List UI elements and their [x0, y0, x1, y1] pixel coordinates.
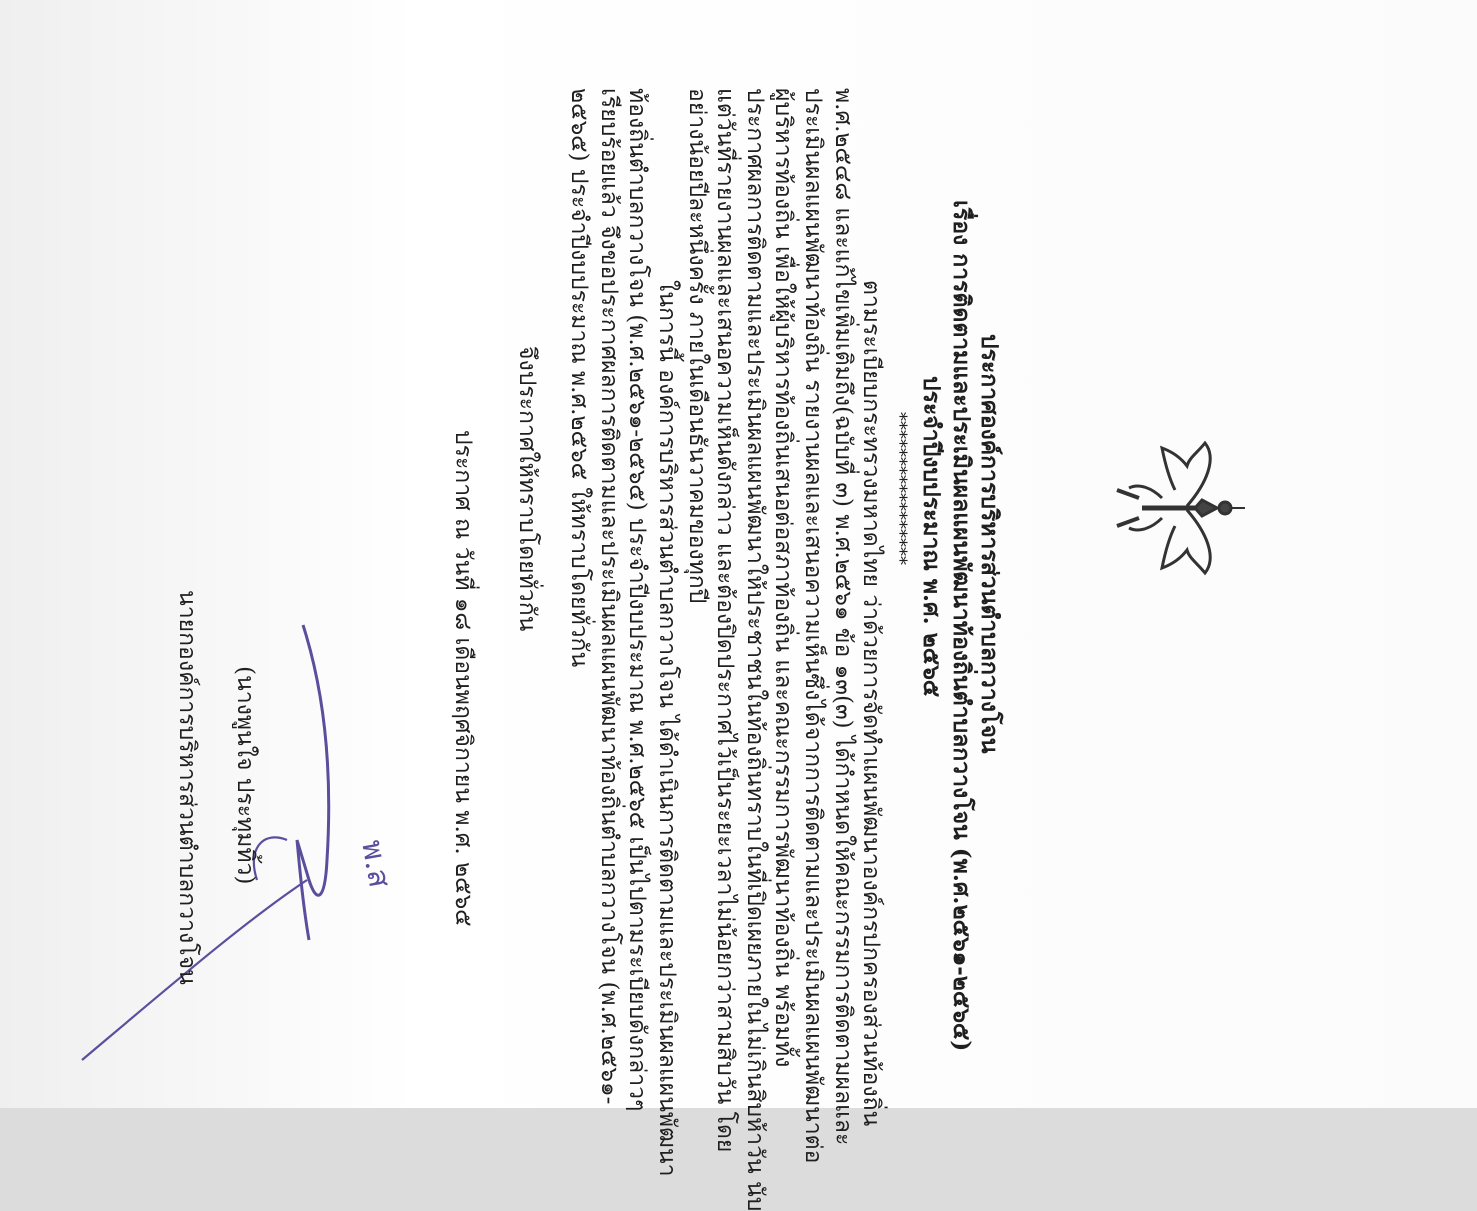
paragraph-1-line: ประกาศผลการติดตามและประเมินผลแผนพัฒนาให้ประชาชนในท้องถิ่นทราบในที่เปิดเผยภายในไม่เกินสิบห้าวัน นับ: [742, 88, 768, 1211]
signature-initials: พ.ส: [354, 837, 397, 891]
heading-line-3: ประจำปีงบประมาณ พ.ศ. ๒๕๖๕: [918, 376, 945, 698]
paragraph-1-line: แต่วันที่รายงานผลและเสนอความเห็นดังกล่าว และต้องปิดประกาศไว้เป็นระยะเวลาไม่น้อยกว่าสามสิบวัน โดย: [712, 88, 738, 1153]
paragraph-1-line: ตามระเบียบกระทรวงมหาดไทย ว่าด้วยการจัดทำแผนพัฒนาองค์กรปกครองส่วนท้องถิ่น: [858, 280, 884, 1127]
paragraph-2-line: ๒๕๖๕) ประจำปีงบประมาณ พ.ศ.๒๕๖๕ ให้ทราบโดยทั่วกัน: [566, 88, 592, 668]
date-line: ประกาศ ณ วันที่ ๑๘ เดือนพฤศจิกายน พ.ศ. ๒๕๖๕: [450, 430, 476, 927]
heading-stars: *****************: [889, 412, 910, 565]
paragraph-1-line: อย่างน้อยปีละหนึ่งครั้ง ภายในเดือนธันวาคมของทุกปี: [684, 88, 710, 604]
paragraph-1-line: พ.ศ.๒๕๔๘ และแก้ไขเพิ่มเติมถึง(ฉบับที่ ๓) พ.ศ.๒๕๖๑ ข้อ ๑๓(๓) ได้กำหนดให้คณะกรรมการติดตามผลและ: [830, 88, 856, 1146]
signatory-name: (นางพูนใจ ประทุมทิ้ว): [232, 666, 258, 885]
signature-stroke-main: [297, 625, 329, 940]
garuda-emblem-icon: [1097, 428, 1257, 588]
paragraph-1-line: ประเมินผลแผนพัฒนาท้องถิ่น รายงานผลและเสนอความเห็นซึ่งได้จากการติดตามและประเมินผลแผนพัฒนาต่อ: [800, 88, 826, 1164]
paragraph-2-line: ในการนี้ องค์การบริหารส่วนตำบลกวางโจน ได้ดำเนินการติดตามและประเมินผลแผนพัฒนา: [654, 280, 680, 1177]
paragraph-1-line: ผู้บริหารท้องถิ่น เพื่อให้ผู้บริหารท้องถิ่นเสนอต่อสภาท้องถิ่น และคณะกรรมการพัฒนาท้องถิ่น พร้อมทั้ง: [770, 88, 796, 1068]
paragraph-2-line: ท้องถิ่นตำบลกวางโจน (พ.ศ.๒๕๖๑-๒๕๖๕) ประจำปีงบประมาณ พ.ศ.๒๕๖๕ เป็นไปตามระเบียบดังกล่าวๆ: [624, 88, 650, 1112]
heading-line-2: เรื่อง การติดตามและประเมินผลแผนพัฒนาท้องถิ่นตำบลกวางโจน (พ.ศ.๒๕๖๑-๒๕๖๕): [948, 200, 975, 1052]
closing-text: จึงประกาศให้ทราบโดยทั่วกัน: [514, 346, 540, 632]
heading-line-1: ประกาศองค์การบริหารส่วนตำบลกวางโจน: [976, 334, 1003, 754]
signatory-position: นายกองค์การบริหารส่วนตำบลกวางโจน: [174, 590, 200, 985]
paragraph-2-line: เรียบร้อยแล้ว จึงขอประกาศผลการติดตามและประเมินผลแผนพัฒนาท้องถิ่นตำบลกวางโจน (พ.ศ.๒๕๖๑-: [596, 88, 622, 1105]
